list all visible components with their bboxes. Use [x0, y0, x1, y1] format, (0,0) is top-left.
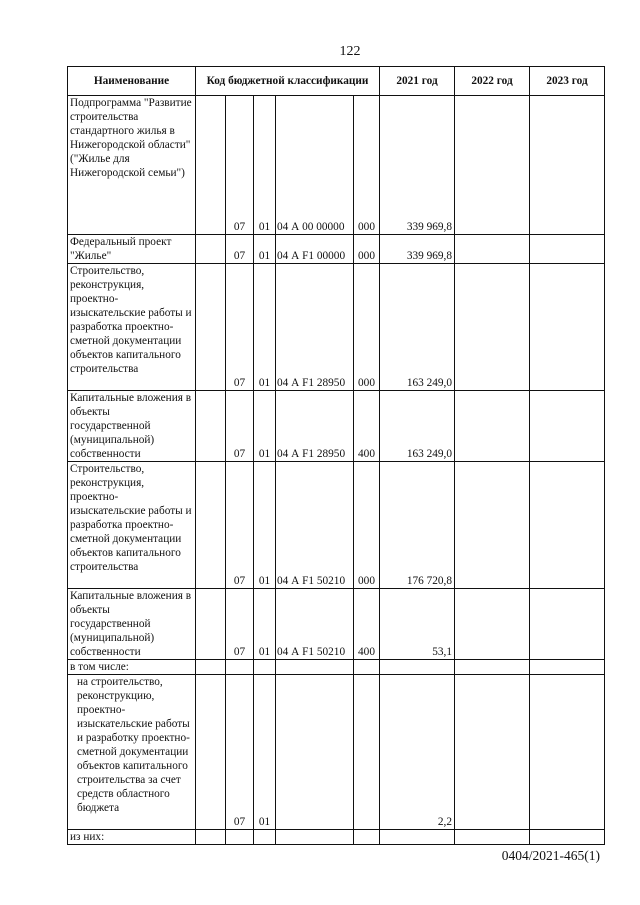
table-row — [68, 589, 605, 660]
code-expense-type — [354, 830, 380, 845]
row-name: Подпрограмма "Развитие строительства стандартного жилья в Нижегородской области" ("Жилье для Нижегородской семьи") — [68, 96, 196, 235]
table-row — [68, 675, 605, 830]
amount-2021: 2,2 — [380, 675, 455, 830]
code-part-1 — [196, 660, 226, 675]
code-target — [276, 675, 354, 830]
budget-table — [67, 66, 605, 845]
code-section: 07 — [226, 235, 254, 264]
table-row — [68, 462, 605, 589]
code-subsection: 01 — [254, 391, 276, 462]
code-target — [276, 660, 354, 675]
amount-2023 — [530, 830, 605, 845]
code-target: 04 А F1 00000 — [276, 235, 354, 264]
code-section — [226, 830, 254, 845]
row-name: Строительство, реконструкция, проектно-изыскательские работы и разработка проектно-сметной документации объектов капитального строительства — [68, 462, 196, 589]
code-expense-type — [354, 675, 380, 830]
table-row — [68, 264, 605, 391]
code-subsection: 01 — [254, 589, 276, 660]
row-name: Капитальные вложения в объекты государственной (муниципальной) собственности — [68, 589, 196, 660]
amount-2023 — [530, 660, 605, 675]
amount-2022 — [455, 235, 530, 264]
amount-2021: 163 249,0 — [380, 264, 455, 391]
code-subsection — [254, 660, 276, 675]
code-subsection: 01 — [254, 96, 276, 235]
code-section: 07 — [226, 264, 254, 391]
code-expense-type: 000 — [354, 462, 380, 589]
code-section: 07 — [226, 391, 254, 462]
row-name: Капитальные вложения в объекты государственной (муниципальной) собственности — [68, 391, 196, 462]
amount-2023 — [530, 675, 605, 830]
amount-2021 — [380, 830, 455, 845]
table-row — [68, 235, 605, 264]
code-section — [226, 660, 254, 675]
code-expense-type: 000 — [354, 264, 380, 391]
code-expense-type: 400 — [354, 589, 380, 660]
amount-2023 — [530, 589, 605, 660]
amount-2021: 176 720,8 — [380, 462, 455, 589]
code-part-1 — [196, 96, 226, 235]
code-expense-type: 400 — [354, 391, 380, 462]
amount-2022 — [455, 589, 530, 660]
page-number: 122 — [339, 44, 361, 59]
table-row — [68, 391, 605, 462]
amount-2023 — [530, 235, 605, 264]
amount-2022 — [455, 660, 530, 675]
amount-2022 — [455, 675, 530, 830]
code-part-1 — [196, 264, 226, 391]
row-name: Федеральный проект "Жилье" — [68, 235, 196, 264]
code-target: 04 А F1 50210 — [276, 589, 354, 660]
header-2023: 2023 год — [530, 67, 605, 96]
code-expense-type — [354, 660, 380, 675]
code-subsection: 01 — [254, 462, 276, 589]
amount-2021 — [380, 660, 455, 675]
code-subsection — [254, 830, 276, 845]
code-target — [276, 830, 354, 845]
table-row — [68, 660, 605, 675]
code-subsection: 01 — [254, 264, 276, 391]
amount-2022 — [455, 391, 530, 462]
amount-2021: 339 969,8 — [380, 96, 455, 235]
code-expense-type: 000 — [354, 235, 380, 264]
amount-2021: 53,1 — [380, 589, 455, 660]
header-row — [68, 67, 605, 96]
header-2021: 2021 год — [380, 67, 455, 96]
code-part-1 — [196, 235, 226, 264]
code-section: 07 — [226, 96, 254, 235]
code-target: 04 А F1 28950 — [276, 391, 354, 462]
code-target: 04 А F1 50210 — [276, 462, 354, 589]
header-2022: 2022 год — [455, 67, 530, 96]
amount-2021: 339 969,8 — [380, 235, 455, 264]
code-section: 07 — [226, 462, 254, 589]
code-part-1 — [196, 589, 226, 660]
row-name: Строительство, реконструкция, проектно-изыскательские работы и разработка проектно-сметной документации объектов капитального строительства — [68, 264, 196, 391]
amount-2023 — [530, 462, 605, 589]
code-part-1 — [196, 462, 226, 589]
code-part-1 — [196, 830, 226, 845]
amount-2022 — [455, 830, 530, 845]
code-section: 07 — [226, 589, 254, 660]
table-row — [68, 96, 605, 235]
code-subsection: 01 — [254, 675, 276, 830]
code-target: 04 А F1 28950 — [276, 264, 354, 391]
header-name: Наименование — [68, 67, 196, 96]
code-section: 07 — [226, 675, 254, 830]
row-name: в том числе: — [68, 660, 196, 675]
amount-2023 — [530, 96, 605, 235]
row-name: на строительство, реконструкцию, проектно-изыскательские работы и разработку проектно-сметной документации объектов капитального строительства за счет средств областного бюджета — [68, 675, 196, 830]
table-row — [68, 830, 605, 845]
amount-2022 — [455, 264, 530, 391]
amount-2023 — [530, 391, 605, 462]
code-expense-type: 000 — [354, 96, 380, 235]
document-code: 0404/2021-465(1) — [501, 848, 600, 863]
amount-2022 — [455, 462, 530, 589]
code-target: 04 А 00 00000 — [276, 96, 354, 235]
amount-2022 — [455, 96, 530, 235]
code-part-1 — [196, 391, 226, 462]
amount-2023 — [530, 264, 605, 391]
code-part-1 — [196, 675, 226, 830]
row-name: из них: — [68, 830, 196, 845]
amount-2021: 163 249,0 — [380, 391, 455, 462]
code-subsection: 01 — [254, 235, 276, 264]
header-code: Код бюджетной классификации — [196, 67, 380, 96]
